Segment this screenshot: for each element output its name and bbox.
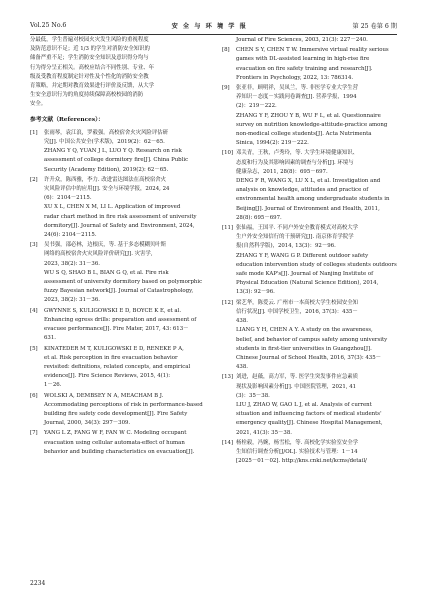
reference-line: 张仙福，王国平. 不同户外安全教育模式对高校大学 bbox=[236, 225, 359, 232]
reference-line: [2025－01－02]. http://kns.cnki.net/kcms/detail/ bbox=[236, 458, 367, 465]
reference-line: evacuation using cellular automata-effect of human bbox=[44, 439, 185, 446]
reference-entry bbox=[30, 429, 210, 457]
reference-text bbox=[236, 84, 398, 148]
reference-text bbox=[236, 46, 398, 83]
page-number: 2234 bbox=[30, 580, 46, 587]
reference-text bbox=[44, 307, 210, 344]
reference-line: 2023, 38(2): 31－36. bbox=[44, 260, 100, 267]
reference-number: [3] bbox=[30, 242, 38, 249]
reference-line: DENG F R, WANG X, LU X L, et al. Investigation and bbox=[236, 178, 381, 185]
reference-line: 究[J]. 中国公共安全(学术版)，2019(2)：62－65. bbox=[44, 139, 165, 146]
reference-text bbox=[236, 149, 398, 223]
reference-line: evacuee performance[J]. Fire Mater, 2017, 43: 613－ bbox=[44, 326, 189, 333]
reference-entry bbox=[30, 392, 210, 429]
reference-line: CHEN S Y, CHEN T W. Immersive virtual reality serious bbox=[236, 47, 389, 54]
reference-line: evacuation on fire safety training and research[J]. bbox=[236, 65, 373, 72]
reference-line: Frontiers in Psychology, 2022, 13: 786314. bbox=[236, 74, 354, 81]
reference-line: assessment of university dormitory based on polymorphic bbox=[44, 279, 203, 286]
reference-line: 631. bbox=[44, 335, 57, 342]
reference-line: 报(自然科学版)，2014, 13(3)：92－96. bbox=[236, 243, 336, 250]
reference-number: [5] bbox=[30, 345, 38, 352]
reference-entry bbox=[222, 36, 398, 45]
reference-list-left bbox=[30, 129, 210, 457]
reference-text bbox=[44, 129, 210, 175]
reference-line: 吴书强，邵必林，边根庆，等. 基于多态模糊贝叶斯 bbox=[44, 242, 167, 249]
reference-line: 态度和行为及其影响因素的调查与分析[J]. 环境与 bbox=[236, 159, 354, 166]
reference-line: (6)：2104－2115. bbox=[44, 195, 92, 202]
reference-line: 2023, 38(2): 31－36. bbox=[44, 297, 100, 304]
reference-line: 杨栓毅，冯婉，杨雪松，等. 高校化学实验室安全学 bbox=[236, 439, 359, 446]
intro-line: 分最低，学生普遍对校园火灾发生风险的重视程度 bbox=[30, 37, 149, 43]
reference-text bbox=[44, 429, 210, 457]
reference-line: 2021, 41(3): 35－38. bbox=[236, 429, 292, 436]
reference-line: 13(3): 92－96. bbox=[236, 289, 275, 296]
reference-line: ZHANG Y F, WANG G P. Different outdoor safety bbox=[236, 252, 369, 259]
intro-line: 及防范意识不足；近 1/3 的学生对消防安全知识的 bbox=[30, 46, 150, 53]
reference-number: [14] bbox=[222, 439, 234, 446]
intro-line: 行为得分呈正相关。高校应结合不同性别、专业、年 bbox=[30, 64, 154, 71]
reference-text bbox=[236, 373, 398, 437]
reference-line: 28(8): 695－697. bbox=[236, 214, 282, 221]
reference-entry bbox=[30, 307, 210, 344]
reference-line: 张雨琴，袁江浪，罗毅强。高校宿舍火灾风险评估研 bbox=[44, 129, 168, 136]
reference-number bbox=[222, 36, 236, 45]
running-header bbox=[30, 18, 397, 35]
header-volume: Vol.25 No.6 bbox=[30, 21, 67, 29]
reference-line: ZHANG Y Q, YUAN J L, LUO Y Q. Research on risk bbox=[44, 148, 182, 155]
reference-number: [6] bbox=[30, 392, 38, 399]
reference-line: building fire safety code development[J]. Fire Safety bbox=[44, 410, 188, 417]
reference-line: safe mode KAP's[J]. Journal of Nanjing Institute of bbox=[236, 271, 374, 278]
reference-text bbox=[44, 176, 210, 240]
reference-line: behavior and building characteristics on evacuation[J]. bbox=[44, 448, 195, 455]
reference-line: Journal of Fire Sciences, 2003, 21(3): 227－240. bbox=[236, 37, 368, 43]
reference-line: (2)：219－222. bbox=[236, 103, 277, 110]
left-column bbox=[30, 36, 210, 458]
reference-text bbox=[236, 299, 398, 373]
reference-line: evidence[J]. Fire Science Reviews, 2015, 4(1): bbox=[44, 373, 171, 380]
reference-line: students in first-tier universities in Guangzhou[J]. bbox=[236, 345, 372, 352]
reference-entry bbox=[222, 46, 398, 83]
reference-line: 张亚非，顾明祥，吴凤兰，等. 非医学专业大学生营 bbox=[236, 85, 359, 92]
reference-entry bbox=[222, 373, 398, 437]
reference-number: [13] bbox=[222, 374, 234, 381]
reference-line: Beijing[J]. Journal of Environment and Health, 2011, bbox=[236, 205, 380, 212]
reference-line: fuzzy Bayesian network[J]. Journal of Catastrophology, bbox=[44, 288, 194, 295]
reference-line: LIANG Y H, CHEN A Y. A study on the awareness, bbox=[236, 327, 373, 334]
reference-line: 刘进，赵薇，高力军，等. 医学生突发事件应急素质 bbox=[236, 374, 359, 381]
reference-text bbox=[236, 439, 398, 467]
reference-line: (3)：35－38. bbox=[236, 392, 270, 399]
reference-line: LIU J, ZHAO W, GAO L J, et al. Analysis of current bbox=[236, 401, 372, 408]
reference-line: analysis on knowledge, attitudes and practice of bbox=[236, 187, 369, 194]
reference-line: 现状及影响因素分析[J]. 中国医院管理，2021, 41 bbox=[236, 383, 357, 390]
reference-entry bbox=[222, 84, 398, 148]
reference-line: 生知信行调查分析[J/OL]. 实验技术与管理：1－14 bbox=[236, 448, 358, 455]
reference-line: non-medical college students[J]. Acta Nutrimenta bbox=[236, 131, 372, 138]
reference-number: [12] bbox=[222, 299, 234, 306]
reference-text bbox=[44, 392, 210, 429]
reference-entry bbox=[222, 224, 398, 298]
reference-line: 健康杂志，2011, 28(8)：695－697. bbox=[236, 168, 328, 175]
reference-line: dormitory[J]. Journal of Safety and Environment, 2024, bbox=[44, 222, 195, 229]
reference-number: [7] bbox=[30, 430, 38, 437]
reference-number: [2] bbox=[30, 176, 38, 183]
reference-line: Security (Academy Edition), 2019(2): 62－65. bbox=[44, 166, 169, 173]
intro-line: 储备严重不足；学生消防安全知识及意识得分均与 bbox=[30, 55, 149, 62]
reference-line: YANG L Z, FANG W F, FAN W C. Modeling occupant bbox=[44, 430, 187, 437]
conclusion-paragraph bbox=[30, 36, 210, 110]
reference-line: emergency quality[J]. Chinese Hospital Management, bbox=[236, 420, 383, 427]
reference-entry bbox=[30, 176, 210, 240]
reference-line: 养知识－态度－实践问卷调查[J]. 营养学报，1994 bbox=[236, 94, 357, 101]
reference-line: Sinica, 1994(2): 219－222. bbox=[236, 140, 309, 147]
reference-number: [4] bbox=[30, 307, 38, 314]
reference-line: XU X L, CHEN X M, LI L. Application of improved bbox=[44, 204, 181, 211]
reference-text bbox=[236, 36, 398, 45]
reference-line: education intervention study of colleges students outdoors bbox=[236, 261, 397, 268]
intro-line: 育策略，并定期对教育效果进行评价及反馈，从大学 bbox=[30, 83, 154, 90]
right-column bbox=[222, 36, 398, 467]
reference-number: [8] bbox=[222, 47, 230, 54]
reference-line: 438. bbox=[236, 318, 249, 325]
reference-line: Physical Education (Natural Science Edition), 2014, bbox=[236, 280, 379, 287]
reference-line: environmental health among undergraduate students in bbox=[236, 196, 390, 203]
reference-text bbox=[44, 241, 210, 305]
reference-line: WU S Q, SHAO B L, BIAN G Q, et al. Fire risk bbox=[44, 269, 169, 276]
intro-line: 生安全意识行为的角度持续保障高校校园的消防 bbox=[30, 92, 144, 99]
reference-line: GWYNNE S, KULIGOWSKI E D, BOYCE K E, et al. bbox=[44, 307, 182, 314]
reference-line: 1－26. bbox=[44, 382, 62, 389]
reference-line: 灾风险评估中的应用[J]. 安全与环境学报，2024, 24 bbox=[44, 186, 170, 193]
reference-line: radar chart method in fire risk assessment of university bbox=[44, 213, 197, 220]
intro-line: 安全。 bbox=[30, 101, 47, 108]
reference-text bbox=[44, 345, 210, 391]
reference-entry bbox=[222, 149, 398, 223]
reference-entry bbox=[30, 241, 210, 305]
reference-entry bbox=[30, 129, 210, 175]
reference-entry bbox=[222, 299, 398, 373]
reference-line: Chinese Journal of School Health, 2016, 37(3): 435－ bbox=[236, 354, 382, 361]
intro-line: 级及受教育程度制定针对性及个性化的消防安全教 bbox=[30, 73, 149, 80]
reference-entry bbox=[30, 345, 210, 391]
reference-line: WOLSKI A, DEMBSEY N A, MEACHAM B J. bbox=[44, 392, 164, 399]
reference-line: 邓关青，王秋，卢秀玲，等. 大学生环境健康知识、 bbox=[236, 150, 359, 157]
reference-line: 梁艺华，陈爱云. 广州市一本高校大学生校园安全知 bbox=[236, 299, 359, 306]
reference-line: 24(6): 2104－2115. bbox=[44, 232, 97, 239]
reference-line: ZHANG Y F, ZHOU Y B, WU F L, et al. Questionnaire bbox=[236, 112, 381, 119]
reference-line: 许升众，陈西雅，李力. 改进雷达图法在高校宿舍火 bbox=[44, 176, 167, 183]
header-issue: 第 25 卷第 6 期 bbox=[352, 22, 397, 30]
header-journal-title: 安 全 与 环 境 学 报 bbox=[171, 22, 248, 30]
reference-line: 生户外安全知信行的干预研究[J]. 南京体育学院学 bbox=[236, 234, 354, 241]
reference-line: KINATEDER M T, KULIGOWSKI E D, RENEKE P A, bbox=[44, 345, 184, 352]
reference-line: revisited: definitions, related concepts, and empirical bbox=[44, 363, 191, 370]
reference-list-right bbox=[222, 36, 398, 466]
reference-line: 438. bbox=[236, 364, 249, 371]
reference-line: Journal, 2000, 34(3): 297－309. bbox=[44, 420, 131, 427]
reference-line: Enhancing egress drills: preparation and assessment of bbox=[44, 316, 197, 323]
reference-line: Accommodating perceptions of risk in performance-based bbox=[44, 401, 203, 408]
reference-text bbox=[236, 224, 398, 298]
reference-line: situation and influencing factors of medical students' bbox=[236, 411, 382, 418]
reference-line: 网络的高校宿舍火灾风险评价研究[J]. 灾害学, bbox=[44, 251, 153, 258]
reference-number: [11] bbox=[222, 225, 234, 232]
reference-line: et al. Risk perception in fire evacuation behavior bbox=[44, 354, 178, 361]
reference-line: belief, and behavior of campus safety among university bbox=[236, 336, 388, 343]
reference-line: 信行状况[J]. 中国学校卫生，2016, 37(3)：435－ bbox=[236, 308, 358, 315]
references-heading: 参考文献（References）： bbox=[30, 116, 104, 123]
reference-entry bbox=[222, 439, 398, 467]
reference-number: [10] bbox=[222, 150, 234, 157]
reference-line: assessment of college dormitory fire[J]. China Public bbox=[44, 157, 189, 164]
reference-line: survey on nutrition knowledge-attitude-practice among bbox=[236, 121, 388, 128]
reference-number: [9] bbox=[222, 85, 230, 92]
reference-line: games with DL-assisted learning in high-rise fire bbox=[236, 56, 370, 63]
reference-number: [1] bbox=[30, 129, 38, 136]
